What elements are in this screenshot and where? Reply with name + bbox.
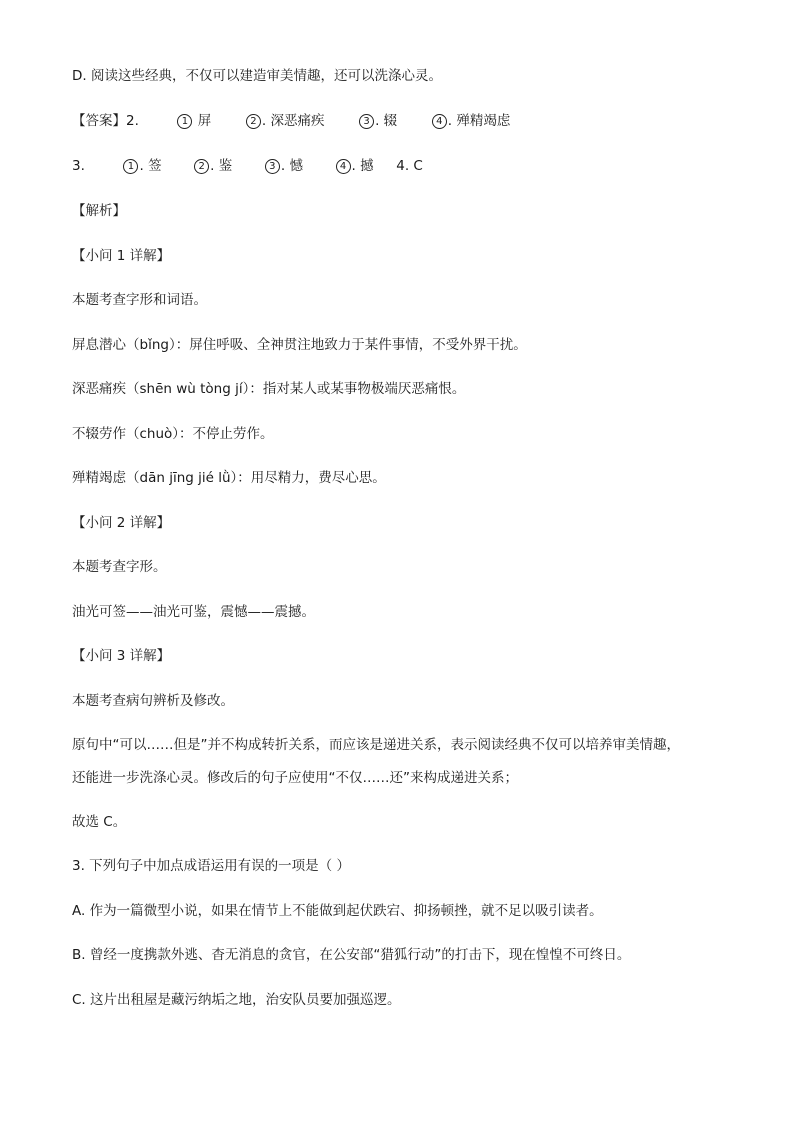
question-3-stem: 3. 下列句子中加点成语运用有误的一项是（ ） bbox=[72, 858, 350, 874]
circle-number-icon: 4 bbox=[432, 114, 447, 129]
question-3-option-a: A. 作为一篇微型小说，如果在情节上不能做到起伏跌宕、抑扬顿挫，就不足以吸引读者。 bbox=[72, 903, 603, 919]
circle-number-icon: 2 bbox=[194, 159, 209, 174]
sub1-paragraph: 殚精竭虑（dān jīng jié lǜ）：用尽精力，费尽心思。 bbox=[72, 470, 386, 486]
sub3-heading: 【小问 3 详解】 bbox=[72, 648, 171, 664]
circle-number-icon: 3 bbox=[359, 114, 374, 129]
sub1-paragraph: 本题考查字形和词语。 bbox=[72, 292, 207, 308]
circle-number-icon: 1 bbox=[123, 159, 138, 174]
circle-number-icon: 1 bbox=[177, 114, 192, 129]
q2-answer-2: 2 . 深恶痛疾 bbox=[246, 112, 325, 130]
sub2-paragraph: 本题考查字形。 bbox=[72, 559, 167, 575]
analysis-heading: 【解析】 bbox=[72, 203, 126, 219]
question-3-option-c: C. 这片出租屋是藏污纳垢之地，治安队员要加强巡逻。 bbox=[72, 992, 401, 1008]
q3-answer-4: 4 . 撼 bbox=[336, 157, 374, 175]
question-3-option-b: B. 曾经一度携款外逃、杳无消息的贪官，在公安部“猎狐行动”的打击下，现在惶惶不可终日。 bbox=[72, 947, 631, 963]
sub3-paragraph: 原句中“可以……但是”并不构成转折关系，而应该是递进关系，表示阅读经典不仅可以培养审美情趣， bbox=[72, 737, 680, 753]
sub3-paragraph: 本题考查病句辨析及修改。 bbox=[72, 693, 234, 709]
q2-answer-3: 3 . 辍 bbox=[359, 112, 397, 130]
q2-answer-4: 4 . 殚精竭虑 bbox=[432, 112, 511, 130]
sub2-paragraph: 油光可签——油光可鉴，震憾——震撼。 bbox=[72, 604, 315, 620]
q3-answer-2: 2 . 鉴 bbox=[194, 157, 232, 175]
sub2-heading: 【小问 2 详解】 bbox=[72, 515, 171, 531]
circle-number-icon: 2 bbox=[246, 114, 261, 129]
option-d-line: D. 阅读这些经典，不仅可以建造审美情趣，还可以洗涤心灵。 bbox=[72, 68, 442, 84]
answer-row-q3 bbox=[72, 157, 423, 175]
circle-number-icon: 3 bbox=[265, 159, 280, 174]
answer-q2-number: 2. bbox=[126, 113, 139, 129]
answer-q3-number: 3. bbox=[72, 158, 85, 174]
q3-answer-1: 1 . 签 bbox=[123, 157, 161, 175]
sub3-paragraph: 还能进一步洗涤心灵。修改后的句子应使用“不仅……还”来构成递进关系； bbox=[72, 770, 518, 786]
q2-answer-1: 1 屏 bbox=[177, 112, 211, 130]
sub1-heading: 【小问 1 详解】 bbox=[72, 248, 171, 264]
circle-number-icon: 4 bbox=[336, 159, 351, 174]
q3-answer-3: 3 . 憾 bbox=[265, 157, 303, 175]
sub1-paragraph: 屏息潜心（bǐng）：屏住呼吸、全神贯注地致力于某件事情，不受外界干扰。 bbox=[72, 337, 527, 353]
sub1-paragraph: 深恶痛疾（shēn wù tòng jí）：指对某人或某事物极端厌恶痛恨。 bbox=[72, 381, 466, 397]
answer-q4: 4. C bbox=[396, 158, 423, 174]
answer-row-q2 bbox=[72, 112, 510, 130]
sub3-conclusion: 故选 C。 bbox=[72, 814, 127, 830]
sub1-paragraph: 不辍劳作（chuò）：不停止劳作。 bbox=[72, 426, 274, 442]
answer-tag: 【答案】 bbox=[72, 113, 126, 129]
